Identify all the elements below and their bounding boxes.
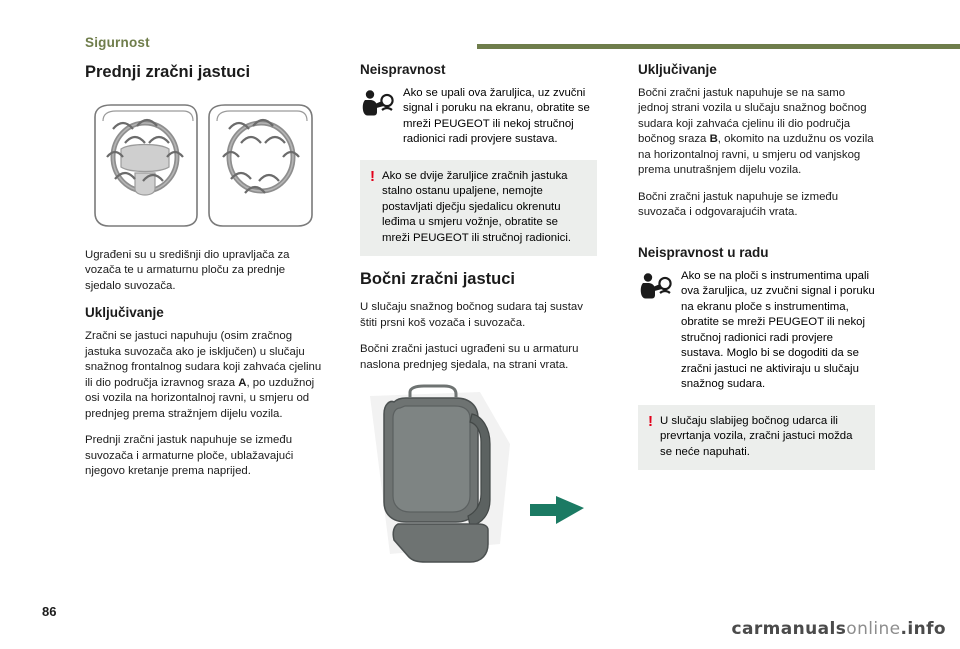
malfunction-icon-text: Ako se upali ova žaruljica, uz zvučni signal i poruku na ekranu, obratite se mreži PEUGEOT ili nekoj stručnoj radionici radi provjere sustava. bbox=[403, 86, 590, 146]
column-three bbox=[638, 62, 875, 483]
column-one bbox=[85, 62, 322, 480]
side-airbags-paragraph-1: U slučaju snažnog bočnog sudara taj sustav štiti prsni koš vozača i suvozača. bbox=[360, 301, 583, 329]
side-activation-paragraph bbox=[638, 86, 875, 179]
exclamation-icon: ! bbox=[370, 167, 375, 185]
side-airbags-title: Bočni zračni jastuci bbox=[360, 270, 515, 289]
front-activation-paragraph bbox=[85, 329, 322, 422]
side-impact-warning-note bbox=[638, 405, 875, 471]
malfunction-icon-block bbox=[360, 86, 597, 148]
zone-a-label: A bbox=[238, 376, 247, 389]
side-deployment-paragraph: Bočni zračni jastuk napuhuje se između suvozača i odgovarajućih vrata. bbox=[638, 190, 839, 219]
watermark-part-one: carmanuals bbox=[731, 619, 847, 639]
airbag-warning-icon bbox=[638, 271, 672, 301]
side-activation-text-a: Bočni zračni jastuk napuhuje se na samo jednoj strani vozila u slučaju snažnog bočnog sudara koji zahvaća cjelinu ili dio područja bočnog sraza bbox=[638, 86, 867, 146]
side-activation-heading: Uključivanje bbox=[638, 62, 717, 77]
watermark bbox=[732, 619, 946, 639]
page-number: 86 bbox=[42, 604, 57, 619]
front-airbags-illustration bbox=[85, 93, 322, 238]
front-activation-text-a: Zračni se jastuci napuhuju (osim zračnog jastuka suvozača ako je isključen) u slučaju snažnog frontalnog sudara koji zahvaća cjelinu ili dio područja izravnog sraza bbox=[85, 330, 322, 389]
airbag-warning-icon bbox=[360, 88, 394, 118]
exclamation-icon: ! bbox=[648, 412, 653, 430]
side-malfunction-heading: Neispravnost u radu bbox=[638, 244, 769, 260]
front-activation-heading: Uključivanje bbox=[85, 305, 164, 321]
malfunction-heading: Neispravnost bbox=[360, 62, 446, 77]
side-malfunction-icon-block bbox=[638, 269, 875, 393]
zone-b-label: B bbox=[709, 133, 718, 146]
front-airbag-deployment-paragraph: Prednji zračni jastuk napuhuje se između suvozača i armaturne ploče, ublažavajući njegovo kretanje prema naprijed. bbox=[85, 434, 294, 477]
side-airbags-paragraph-2: Bočni zračni jastuci ugrađeni su u armaturu naslona prednjeg sjedala, na strani vrata. bbox=[360, 343, 579, 371]
column-two bbox=[360, 62, 597, 564]
front-activation-text-b: , po uzdužnoj osi vozila na horizontalnoj ravni, u smjeru od prednjeg prema stražnjem dijelu vozila. bbox=[85, 376, 315, 420]
side-malfunction-icon-text: Ako se na ploči s instrumentima upali ova žaruljica, uz zvučni signal i poruku na ekranu ploče s instrumentima, obratite se mreži PEUGEOT ili nekoj stručnoj radionici radi provjere sustava. Moglo bi se dogoditi da se zračni jastuci ne aktiviraju u slučaju snažnog sudara. bbox=[681, 269, 875, 391]
header-rule bbox=[477, 44, 960, 49]
watermark-part-two: online bbox=[846, 619, 901, 639]
side-impact-warning-text: U slučaju slabijeg bočnog udarca ili prevrtanja vozila, zračni jastuci možda se neće napuhati. bbox=[660, 414, 853, 458]
watermark-part-three: .info bbox=[900, 619, 946, 639]
front-airbags-caption: Ugrađeni su u središnji dio upravljača za vozača te u armaturnu ploču za prednje sjedalo suvozača. bbox=[85, 248, 290, 292]
malfunction-warning-text: Ako se dvije žaruljice zračnih jastuka stalno ostanu upaljene, nemojte postavljati dječju sjedalicu okrenutu leđima u smjeru vožnje, obratite se mreži PEUGEOT ili stručnoj radionici. bbox=[382, 169, 572, 244]
side-activation-text-b: , okomito na uzdužnu os vozila na horizontalnoj ravni, u smjeru od vanjskog prema unutrašnjem dijelu vozila. bbox=[638, 133, 874, 177]
malfunction-warning-note bbox=[360, 160, 597, 257]
page-title: Prednji zračni jastuci bbox=[85, 63, 251, 81]
side-airbag-seat-illustration bbox=[360, 384, 597, 564]
chapter-title: Sigurnost bbox=[85, 35, 150, 50]
